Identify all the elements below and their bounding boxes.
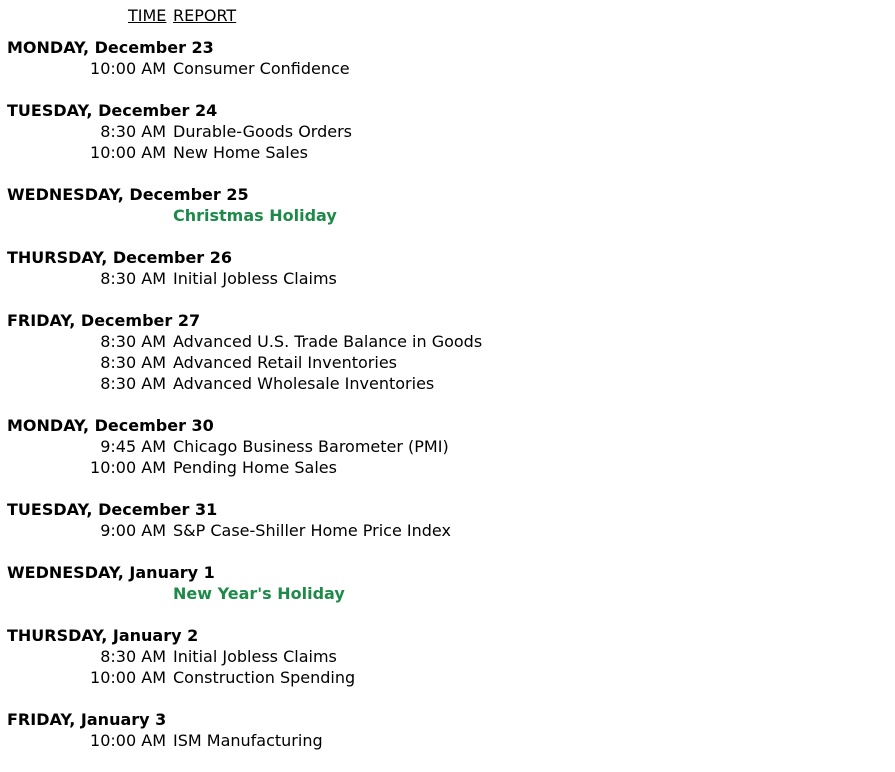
report-row <box>7 457 887 478</box>
report-name: Construction Spending <box>173 668 356 687</box>
report-name: ISM Manufacturing <box>173 731 323 750</box>
day-title: WEDNESDAY, December 25 <box>7 185 249 204</box>
day-title: FRIDAY, December 27 <box>7 311 201 330</box>
day-title: THURSDAY, December 26 <box>7 248 233 267</box>
holiday-row <box>7 205 887 226</box>
report-row <box>7 436 887 457</box>
day-block <box>7 562 887 604</box>
column-header-row <box>7 5 887 26</box>
report-row <box>7 730 887 751</box>
report-name: Chicago Business Barometer (PMI) <box>173 437 449 456</box>
report-row <box>7 268 887 289</box>
day-block <box>7 415 887 478</box>
report-time: 8:30 AM <box>100 353 166 372</box>
report-time: 8:30 AM <box>100 269 166 288</box>
report-row <box>7 331 887 352</box>
day-title: MONDAY, December 23 <box>7 38 214 57</box>
report-name: Consumer Confidence <box>173 59 350 78</box>
report-time: 9:45 AM <box>100 437 166 456</box>
day-block <box>7 499 887 541</box>
report-row <box>7 373 887 394</box>
day-title: TUESDAY, December 31 <box>7 500 218 519</box>
report-name: Advanced U.S. Trade Balance in Goods <box>173 332 483 351</box>
day-title: MONDAY, December 30 <box>7 416 214 435</box>
holiday-label: New Year's Holiday <box>173 584 345 603</box>
report-time: 8:30 AM <box>100 374 166 393</box>
report-time: 9:00 AM <box>100 521 166 540</box>
holiday-row <box>7 583 887 604</box>
day-title: TUESDAY, December 24 <box>7 101 218 120</box>
day-title: THURSDAY, January 2 <box>7 626 199 645</box>
day-block <box>7 37 887 79</box>
day-title: FRIDAY, January 3 <box>7 710 167 729</box>
economic-calendar <box>7 5 887 772</box>
report-row <box>7 58 887 79</box>
day-block <box>7 709 887 751</box>
report-column-header: REPORT <box>173 6 237 25</box>
time-column-header: TIME <box>128 6 167 25</box>
report-name: Initial Jobless Claims <box>173 269 337 288</box>
day-block <box>7 184 887 226</box>
day-block <box>7 625 887 688</box>
report-name: Durable-Goods Orders <box>173 122 353 141</box>
report-time: 8:30 AM <box>100 647 166 666</box>
day-title: WEDNESDAY, January 1 <box>7 563 215 582</box>
holiday-label: Christmas Holiday <box>173 206 337 225</box>
report-time: 10:00 AM <box>90 59 166 78</box>
report-row <box>7 646 887 667</box>
day-list <box>7 37 887 751</box>
report-time: 10:00 AM <box>90 731 166 750</box>
report-name: Advanced Retail Inventories <box>173 353 397 372</box>
report-name: S&P Case-Shiller Home Price Index <box>173 521 451 540</box>
report-name: Initial Jobless Claims <box>173 647 337 666</box>
report-time: 10:00 AM <box>90 458 166 477</box>
report-row <box>7 667 887 688</box>
report-row <box>7 352 887 373</box>
report-row <box>7 520 887 541</box>
report-time: 10:00 AM <box>90 143 166 162</box>
report-name: Advanced Wholesale Inventories <box>173 374 435 393</box>
report-row <box>7 142 887 163</box>
day-block <box>7 310 887 394</box>
report-row <box>7 121 887 142</box>
report-time: 8:30 AM <box>100 332 166 351</box>
report-time: 10:00 AM <box>90 668 166 687</box>
report-name: New Home Sales <box>173 143 308 162</box>
header-spacer <box>7 26 887 37</box>
day-block <box>7 247 887 289</box>
day-block <box>7 100 887 163</box>
report-time: 8:30 AM <box>100 122 166 141</box>
report-name: Pending Home Sales <box>173 458 337 477</box>
